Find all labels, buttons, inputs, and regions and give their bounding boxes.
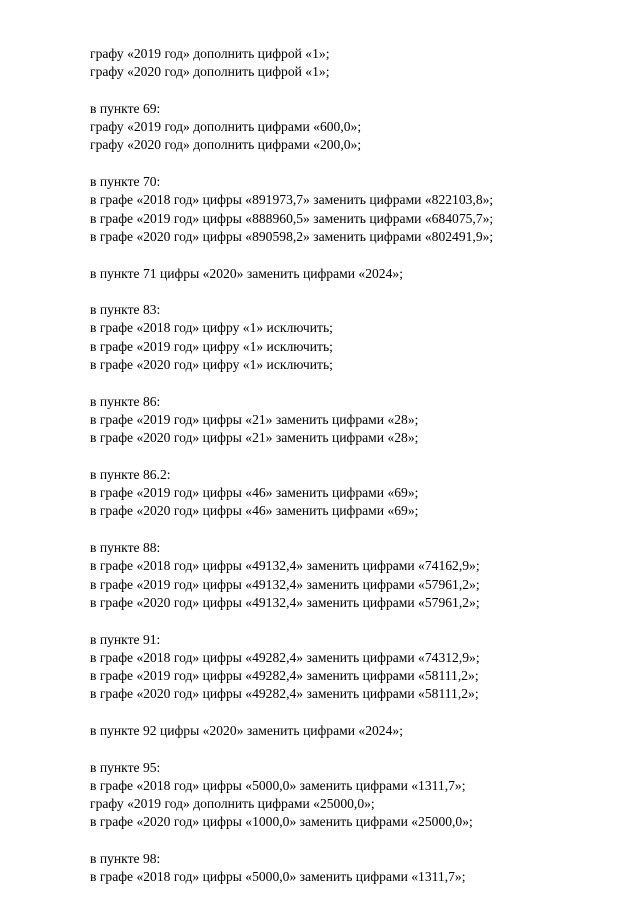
text-line: в графе «2020 год» цифры «890598,2» заменить цифрами «802491,9»;	[90, 228, 494, 244]
text-line: в графе «2018 год» цифры «49132,4» заменить цифрами «74162,9»;	[90, 558, 480, 574]
point-heading: в пункте 69:	[90, 100, 161, 116]
point-heading: в пункте 91:	[90, 631, 161, 647]
amendment-block-point-92	[90, 722, 630, 740]
amendment-block-1	[90, 45, 630, 82]
document-page	[90, 45, 630, 905]
text-line: графу «2019 год» дополнить цифрой «1»;	[90, 46, 330, 61]
amendment-block-point-86	[90, 393, 630, 448]
text-line: в графе «2018 год» цифры «5000,0» заменить цифрами «1311,7»;	[90, 869, 466, 885]
amendment-block-point-88	[90, 539, 630, 612]
text-line: в графе «2019 год» цифры «49282,4» заменить цифрами «58111,2»;	[90, 668, 479, 684]
text-line: графу «2020 год» дополнить цифрами «200,0»;	[90, 137, 362, 153]
point-heading: в пункте 70:	[90, 174, 161, 190]
text-line: в графе «2020 год» цифры «1000,0» заменить цифрами «25000,0»;	[90, 814, 473, 830]
text-line: в графе «2018 год» цифры «5000,0» заменить цифрами «1311,7»;	[90, 777, 466, 793]
text-line: в пункте 71 цифры «2020» заменить цифрами «2024»;	[90, 265, 403, 281]
amendment-block-point-86-2	[90, 466, 630, 521]
amendment-block-point-91	[90, 631, 630, 704]
amendment-block-point-69	[90, 100, 630, 155]
text-line: в графе «2019 год» цифры «49132,4» заменить цифрами «57961,2»;	[90, 576, 480, 592]
text-line: в графе «2018 год» цифры «49282,4» заменить цифрами «74312,9»;	[90, 649, 480, 665]
amendment-block-point-95	[90, 759, 630, 832]
amendment-block-point-83	[90, 301, 630, 374]
point-heading: в пункте 83:	[90, 302, 161, 318]
point-heading: в пункте 86:	[90, 393, 161, 409]
point-heading: в пункте 95:	[90, 759, 161, 775]
point-heading: в пункте 88:	[90, 540, 161, 556]
text-line: в графе «2019 год» цифры «888960,5» заменить цифрами «684075,7»;	[90, 210, 494, 226]
text-line: в графе «2019 год» цифры «46» заменить цифрами «69»;	[90, 485, 419, 501]
point-heading: в пункте 86.2:	[90, 466, 171, 482]
text-line: в графе «2018 год» цифру «1» исключить;	[90, 320, 333, 336]
point-heading: в пункте 98:	[90, 851, 161, 867]
text-line: графу «2019 год» дополнить цифрами «600,0»;	[90, 119, 362, 135]
amendment-block-point-71	[90, 265, 630, 283]
text-line: в графе «2020 год» цифры «21» заменить цифрами «28»;	[90, 430, 419, 446]
text-line: в графе «2019 год» цифру «1» исключить;	[90, 338, 333, 354]
text-line: графу «2020 год» дополнить цифрой «1»;	[90, 64, 330, 80]
amendment-block-point-70	[90, 173, 630, 246]
text-line: в графе «2020 год» цифру «1» исключить;	[90, 357, 333, 373]
text-line: в графе «2020 год» цифры «49282,4» заменить цифрами «58111,2»;	[90, 686, 479, 702]
text-line: в графе «2020 год» цифры «46» заменить цифрами «69»;	[90, 503, 419, 519]
text-line: в пункте 92 цифры «2020» заменить цифрами «2024»;	[90, 722, 403, 738]
text-line: графу «2019 год» дополнить цифрами «25000,0»;	[90, 796, 375, 812]
text-line: в графе «2020 год» цифры «49132,4» заменить цифрами «57961,2»;	[90, 594, 480, 610]
text-line: в графе «2018 год» цифры «891973,7» заменить цифрами «822103,8»;	[90, 192, 494, 208]
text-line: в графе «2019 год» цифры «21» заменить цифрами «28»;	[90, 411, 419, 427]
amendment-block-point-98	[90, 850, 630, 887]
